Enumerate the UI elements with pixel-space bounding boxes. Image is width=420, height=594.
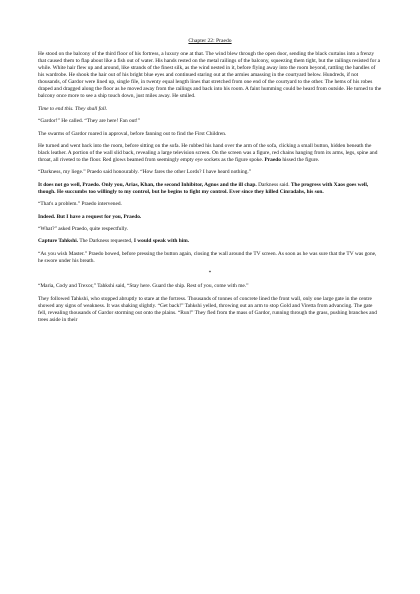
bold-text-segment: The progress with Xaos goes well, though. He succumbs too willingly to my control, but he begins to fight my control. Ever since they killed Cinradahs, his son. (38, 181, 369, 195)
paragraph: “That's a problem.” Praedo intervened. (38, 201, 122, 208)
paragraph: “Maria, Cody and Trexor,” Tahkshi said, “Stay here. Guard the ship. Rest of you, come with me.” (38, 283, 249, 290)
paragraph (38, 182, 382, 196)
paragraph: The swarms of Gardor roared in approval, before fanning out to find the First Children. (38, 130, 227, 137)
text-segment: He turned and went back into the room, before sitting on the sofa. He rubbed his hand over the arm of the sofa, clicking a small button, hidden beneath the black leather. A portion of the wall slid back, revealing a large television screen. On the screen was a figure, red chains hanging from its arms, legs, spine and throat, all riveted to the floor. Red glows beamed from seemingly empty eye sockets as the figure spoke. (38, 142, 378, 164)
paragraph: Time to end this. They shall fall. (38, 105, 108, 112)
chapter-body (38, 51, 382, 324)
paragraph: “As you wish Master.” Praedo bowed, before pressing the button again, closing the wall around the TV screen. As soon as he was sure that the TV was gone, he swore under his breath. (38, 250, 377, 264)
chapter-title: Chapter 22: Praedo (188, 38, 232, 44)
paragraph (38, 143, 382, 164)
bold-text-segment: It does not go well, Praedo. Only you, Arias, Khan, the second Inhibitor, Agnos and the ill chap. (38, 181, 257, 188)
bold-text-segment: I would speak with him. (133, 238, 190, 245)
paragraph: “Darkness, my liege.” Praedo said honourably. “How fares the other Lords? I have heard nothing.” (38, 169, 252, 176)
paragraph: He stood on the balcony of the third floor of his fortress, a luxury one at that. The wind blew through the open door, sending the black curtains into a frenzy that caused them to flap about like a fish out of water. His hands rested on the metal railings of the balcony, squeezing them tight, but the railings resisted for a while. White hair flew up and around, like strands of the finest silk, as the wind nested in it, before flying away into the room beyond, rattling the handles of his wardrobe. He shook the hair out of his bright blue eyes and continued staring out at the armies amassing in the courtyard below. Hundreds, if not thousands, of Gardor were lined up, single file, in twenty equal length lines that stretched from one end of the courtyard to the other. The hems of his robes draped and dragged along the floor as he moved away from the railings and back into his room. A faint humming could be heard from outside. He turned to the balcony once more to see a ship touch down, just miles away. He smiled. (38, 51, 382, 100)
paragraph: “What?” asked Praedo, quite respectfully. (38, 226, 129, 233)
paragraph: They followed Tahkshi, who stopped abruptly to stare at the fortress. Thousands of tonnes of concrete lined the front wall, only one large gate in the centre showed any signs of weakness. It was shaking slightly. “Get back!” Tahkshi yelled, throwing out an arm to stop Gold and Viretta from advancing. The gate fell, revealing thousands of Gardor storming out onto the plains. “Run!” They fled from the mass of Gardor, running through the grass, pushing branches and trees aside in their (38, 295, 377, 323)
text-segment: The Darkness requested, (78, 238, 134, 245)
text-segment: Darkness said. (256, 181, 291, 188)
paragraph (38, 238, 382, 245)
paragraph: “Gardor!” He called. “They are here! Fan out!” (38, 118, 141, 125)
bold-text-segment: Capture Tahkshi. (38, 238, 79, 245)
text-segment: hissed the figure. (280, 157, 320, 164)
bold-text-segment: Praedo (264, 157, 281, 164)
scene-separator: * (208, 270, 212, 277)
paragraph: Indeed. But I have a request for you, Praedo. (38, 213, 142, 220)
